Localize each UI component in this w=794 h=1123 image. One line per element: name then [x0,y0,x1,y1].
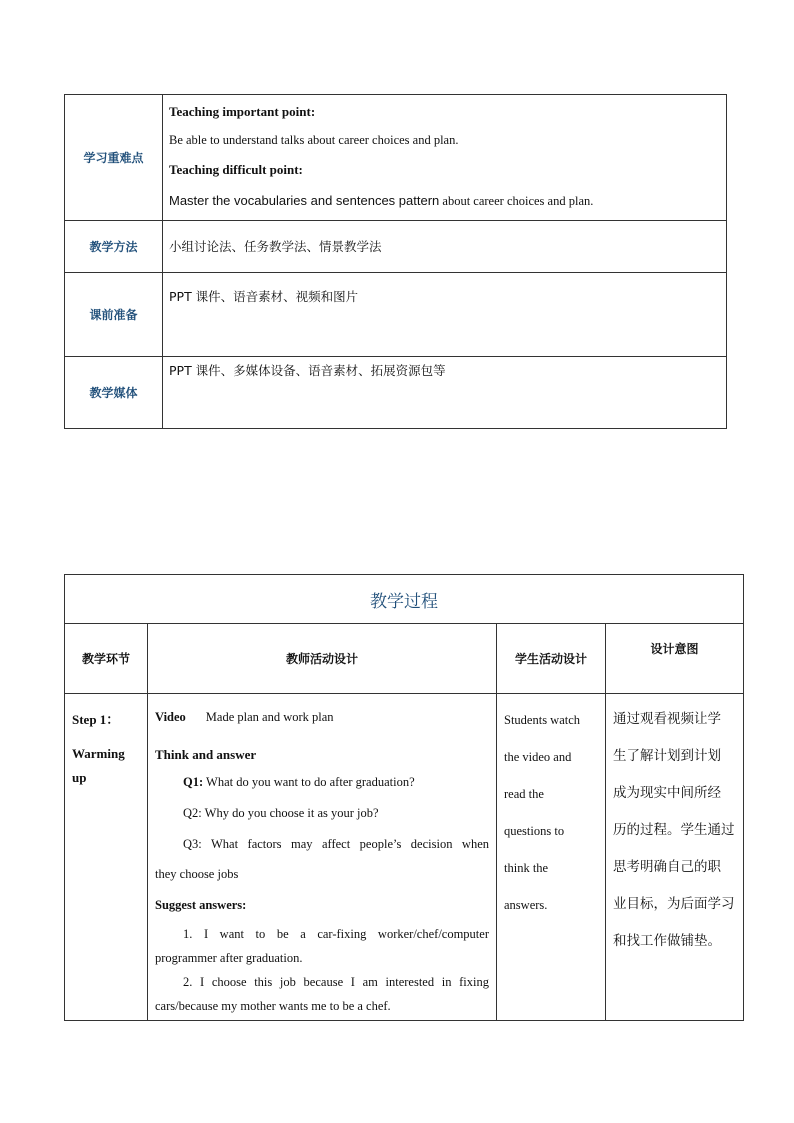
difficult-point-heading: Teaching difficult point: [169,162,303,177]
lesson-info-table [64,94,727,429]
key-points-label: 学习重难点 [65,95,163,221]
key-points-content [163,95,727,221]
media-label: 教学媒体 [65,357,163,429]
design-intent-cell [606,694,744,1021]
student-line: Students watch [504,713,581,727]
student-line: the video and [504,750,572,764]
answer-2-line2: cars/because my mother wants me to be a chef. [155,999,391,1013]
video-line [155,710,489,730]
teacher-activity-cell [148,694,497,1021]
process-title: 教学过程 [65,575,744,624]
intent-line: 通过观看视频让学 [613,711,721,727]
answer-1-line1: 1. I want to be a car-fixing worker/chef/computer [183,927,489,941]
important-point-text: Be able to understand talks about career choices and plan. [169,133,459,147]
header-design-intent: 设计意图 [606,624,744,694]
method-content: 小组讨论法、任务教学法、情景教学法 [163,221,727,273]
intent-line: 成为现实中间所经 [613,785,721,801]
q1-text: What do you want to do after graduation? [203,775,415,789]
important-point-heading: Teaching important point: [169,104,316,119]
video-text: Made plan and work plan [205,710,334,724]
header-teacher-activity: 教师活动设计 [148,624,497,694]
intent-line: 业目标，为后面学习 [613,896,735,912]
preparation-label: 课前准备 [65,273,163,357]
teaching-process-table [64,574,744,1021]
think-and-answer-heading: Think and answer [155,747,257,762]
student-line: think the [504,861,549,875]
preparation-content: PPT 课件、语音素材、视频和图片 [163,273,727,357]
intent-line: 和找工作做铺垫。 [613,933,721,949]
difficult-point-rest: about career choices and plan. [439,194,594,208]
suggest-answers-heading: Suggest answers: [155,898,247,912]
step-cell [65,694,148,1021]
difficult-point-bold: Master the vocabularies and sentences pattern [169,193,440,208]
q1-label: Q1: [183,775,204,789]
student-activity-cell [497,694,606,1021]
question-2: Q2: Why do you choose it as your job? [183,806,379,820]
method-label: 教学方法 [65,221,163,273]
difficult-point-text [169,193,726,209]
step-name-line1: Warming [72,746,125,761]
intent-line: 思考明确自己的职 [613,859,721,875]
intent-line: 历的过程。学生通过 [613,822,735,838]
question-3-line2: they choose jobs [155,867,239,881]
student-line: questions to [504,824,565,838]
video-label: Video [155,710,186,724]
intent-line: 生了解计划到计划 [613,748,721,764]
header-student-activity: 学生活动设计 [497,624,606,694]
answer-1-line2: programmer after graduation. [155,951,303,965]
media-content: PPT 课件、多媒体设备、语音素材、拓展资源包等 [163,357,727,429]
student-line: read the [504,787,544,801]
step-name-line2: up [72,770,87,785]
question-1 [155,775,489,790]
question-3-line1: Q3: What factors may affect people’s decision when [183,837,489,851]
answer-2-line1: 2. I choose this job because I am interested in fixing [183,975,489,989]
student-line: answers. [504,898,548,912]
step-number: Step 1： [72,712,120,727]
header-stage: 教学环节 [65,624,148,694]
